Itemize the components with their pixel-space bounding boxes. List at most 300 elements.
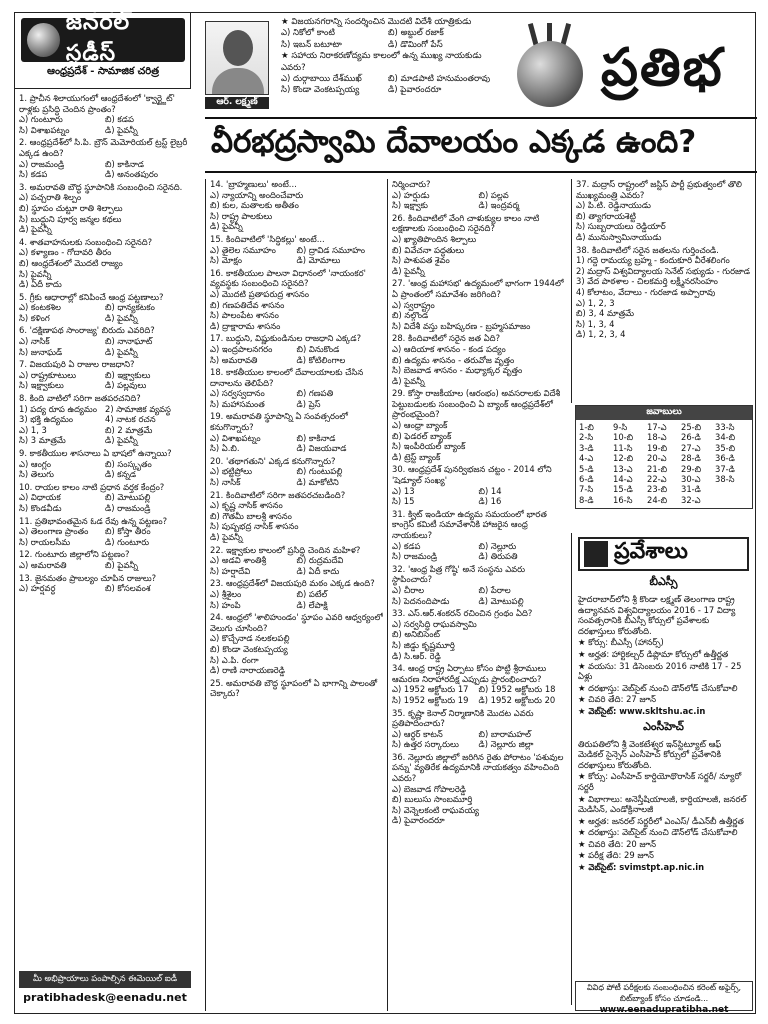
question-item bbox=[210, 234, 383, 266]
option-text: బి) బారామహల్ bbox=[478, 728, 531, 739]
answer-cell: 29-బి bbox=[681, 463, 702, 474]
admission-bullet: ★ దరఖాస్తు: వెబ్‌సైట్ నుంచి డౌన్‌లోడ్ చేసుకోవాలి bbox=[578, 827, 738, 838]
answer-cell: 12-బి bbox=[613, 453, 634, 464]
admission-bullet: ★ వయసు: 31 డిసెంబరు 2016 నాటికి 17 - 25 ఏళ్లు bbox=[578, 660, 742, 682]
question-options bbox=[576, 255, 753, 340]
option-text: డి) సి.ఆర్. రెడ్డి bbox=[392, 650, 441, 661]
option-text: ఎ) రాష్ట్రకూటులు bbox=[19, 369, 76, 380]
option-text: బి) గణపతిదేవ శాసనం bbox=[210, 299, 285, 310]
question-options bbox=[210, 555, 383, 576]
option-text: డి) పల్లవులు bbox=[105, 380, 147, 391]
option-text: డి) కోటిలింగాల bbox=[296, 354, 346, 365]
question-item bbox=[19, 292, 191, 324]
admission-bullet: ★ అర్హత: జనరల్ సర్జరీలో ఎంఎస్/ డీఎన్‌బీ ఉత్తీర్ణత bbox=[578, 815, 744, 826]
option-text: డి) పైవన్నీ bbox=[210, 532, 243, 542]
option-text: ఎ) 1, 2, 3 bbox=[576, 297, 615, 308]
option-text: బి) 2 మాత్రమే bbox=[105, 424, 153, 435]
option-text: బి) పైవన్నీ bbox=[105, 559, 139, 570]
option-text: బి) 3, 4 మాత్రమే bbox=[576, 308, 634, 319]
option-text: బి) 14 bbox=[478, 485, 502, 496]
answer-cell: 8-డి bbox=[579, 494, 594, 505]
newspaper-page bbox=[14, 9, 756, 1015]
admission-bullet: ★ కోర్సు: ఎంసీహెచ్ కార్డియోథొరాసిక్ సర్జరీ/ న్యూరో సర్జరీ bbox=[578, 771, 742, 792]
question-item bbox=[210, 179, 383, 232]
option-text: డి) తిరుపతి bbox=[478, 551, 518, 562]
option-text: ఎ) కళ్యాణం - గోదావరి తీరం bbox=[19, 247, 112, 258]
option-text: సి) మోక్షం bbox=[210, 255, 242, 266]
admission-bullet: ★ అర్హత: హార్టికల్చర్ డిప్లొమా కోర్సులో ఉత్తీర్ణత bbox=[578, 648, 729, 659]
option-text: 1) గద్దె రామయ్య బ్రహ్మ - కందుకూరి వీరేశలింగం bbox=[576, 255, 730, 266]
option-text: బి) రుద్రమదేవి bbox=[296, 555, 344, 566]
answer-cell: 24-బి bbox=[647, 494, 668, 505]
top-questions bbox=[281, 17, 495, 97]
feedback-label: మీ అభిప్రాయాలు పంపాల్సిన ఈమెయిల్ ఐడీ bbox=[19, 971, 191, 988]
admission-section-title: ఎంసీహెచ్ bbox=[643, 719, 684, 733]
option-text: డి) రాజమండ్రి bbox=[105, 502, 151, 513]
admission-bullet: ★ దరఖాస్తు: వెబ్‌సైట్ నుంచి డౌన్‌లోడ్ చేసుకోవాలి bbox=[578, 682, 738, 693]
option-text: సి) ఇబన్ బటూటా bbox=[281, 39, 342, 50]
top-question-options bbox=[281, 40, 495, 51]
option-text: డి) ద్రాక్షారామ శాసనం bbox=[210, 320, 281, 331]
admission-section-body bbox=[572, 739, 755, 873]
bulletin-icon bbox=[584, 541, 608, 567]
option-text: సి) ఇక్ష్వాకు bbox=[392, 200, 428, 211]
option-text: డి) ట్రెస్ట్ బ్యాంక్ bbox=[392, 451, 441, 462]
option-text: బి) ఇక్ష్వాకులు bbox=[105, 369, 151, 380]
question-options bbox=[19, 492, 191, 513]
option-text: బి) సంస్కృతం bbox=[105, 458, 152, 469]
option-text: ఎ) ఆంధ్రా బ్యాంక్ bbox=[392, 420, 448, 431]
option-text: సి) పాశుపత శైవం bbox=[392, 255, 450, 266]
website-link[interactable]: www.eenadupratibha.net bbox=[599, 1005, 729, 1015]
option-text: బి) కొండా వెంకటప్పయ్య bbox=[210, 643, 288, 654]
question-text: 18. కాకతీయుల కాలంలో దేవాలయాలకు చేసిన దానాలను తెలిపేది? bbox=[210, 367, 364, 388]
option-text: సి) 1, 3, 4 bbox=[576, 318, 615, 329]
question-options bbox=[19, 247, 191, 289]
question-item bbox=[392, 464, 565, 506]
option-text: సి) ఎ.పి. రంగా bbox=[210, 654, 259, 665]
option-text: సి) హంపి bbox=[210, 599, 241, 610]
question-options bbox=[210, 245, 383, 266]
question-options bbox=[210, 633, 383, 675]
question-item bbox=[576, 245, 753, 340]
question-text: 37. మద్రాస్ రాష్ట్రంలో జస్టిస్ పార్టీ ప్రభుత్వంలో తొలి ముఖ్యమంత్రి ఎవరు? bbox=[576, 179, 742, 200]
option-text: 3) వేద పాఠశాల - చిలకమర్తి లక్ష్మీనరసింహం bbox=[576, 276, 718, 287]
question-item bbox=[392, 278, 565, 331]
question-item bbox=[210, 490, 383, 543]
question-item bbox=[19, 393, 191, 446]
option-text: ఎ) ఇంద్రపాలనగరం bbox=[210, 343, 273, 354]
option-text: డి) అనంతపురం bbox=[105, 169, 159, 180]
answer-cell: 30-ఎ bbox=[681, 474, 701, 485]
answer-cell: 10-బి bbox=[613, 432, 634, 443]
question-column-3 bbox=[387, 179, 565, 1011]
option-text: ఎ) తైలెల సమూహం bbox=[210, 244, 276, 255]
option-text: బి) పేరాల bbox=[478, 584, 511, 595]
question-text: 22. ఇక్ష్వాకుల కాలంలో ప్రసిద్ధి చెందిన మహిళ? bbox=[210, 544, 361, 555]
question-text: 1. ప్రాచీన శిలాయుగంలో ఆంధ్రదేశంలో 'క్వార్ట్జైట్' రాళ్లకు ప్రసిద్ధి చెందిన ప్రాంతం? bbox=[19, 93, 175, 114]
question-text: 26. కిందివాటిలో వేంగి చాళుక్యుల కాలం నాటి లక్షణాలకు సంబంధించి సరైనది? bbox=[392, 212, 540, 234]
question-column-4 bbox=[571, 179, 753, 403]
option-text: బి) కడప bbox=[105, 114, 134, 125]
option-text: సి) రాయలసీమ bbox=[19, 536, 71, 547]
admission-section-body bbox=[572, 594, 755, 717]
answer-cell: 5-డి bbox=[579, 463, 594, 474]
question-item bbox=[210, 268, 383, 332]
question-item bbox=[19, 573, 191, 594]
question-item bbox=[392, 509, 565, 562]
option-text: డి) విజయవాడ bbox=[296, 443, 347, 454]
option-text: సి) 1952 అక్టోబరు 19 bbox=[392, 694, 469, 705]
option-text: ఎ) స్వరాష్ట్రం bbox=[392, 299, 435, 310]
option-text: ఎ) 1952 అక్టోబరు 17 bbox=[392, 684, 469, 695]
option-text: ఎ) విధాయక bbox=[19, 492, 61, 503]
top-question-text: ★ సహాయ నిరాకరణోద్యమ కాలంలో ఉన్న ముఖ్య నాయకుడు ఎవరు? bbox=[281, 51, 482, 73]
option-text: బి) 1952 అక్టోబరు 18 bbox=[478, 684, 556, 695]
option-text: ఎ) ఆర్థర్ కాటన్ bbox=[392, 728, 443, 739]
admissions-header bbox=[578, 537, 749, 571]
option-text: బి) స్థూపం చుట్టూ రాతి శిల్పాలు bbox=[19, 202, 123, 213]
option-text: సి) ఇంపీరియల్ బ్యాంక్ bbox=[392, 441, 466, 452]
option-text: డి) గుంటూరు bbox=[105, 536, 150, 547]
author-block bbox=[205, 21, 269, 109]
feedback-email[interactable]: pratibhadesk@eenadu.net bbox=[23, 991, 187, 1004]
option-text: సి) హర్షాదేవి bbox=[210, 565, 251, 576]
question-text: 23. ఆంధ్రప్రదేశ్‌లో విజయపురి మఠం ఎక్కడ ఉంది? bbox=[210, 578, 375, 589]
option-text: బి) అబ్దుల్ రజాక్ bbox=[388, 28, 444, 39]
option-text: బి) కాకినాడ bbox=[105, 158, 144, 169]
option-text: డి) 1, 2, 3, 4 bbox=[576, 329, 626, 340]
option-text: బి) గౌతమీ బాలశ్రీ శాసనం bbox=[210, 510, 292, 521]
option-text: సి) తెలుగు bbox=[19, 469, 54, 480]
website-note: వివిధ పోటీ పరీక్షలకు సంబంధించిన కరెంట్ అఫైర్స్, బిట్‌బ్యాంక్ కోసం చూడండి... bbox=[586, 983, 742, 1003]
option-text: డి) 1952 అక్టోబరు 20 bbox=[478, 694, 556, 705]
question-options bbox=[19, 560, 191, 571]
option-text: డి) పైవన్నీ bbox=[105, 312, 138, 323]
question-item bbox=[19, 448, 191, 480]
admission-bullet: ★ కోర్సు: బీఎస్సీ (హానర్స్) bbox=[578, 637, 664, 648]
top-question-options bbox=[281, 74, 495, 85]
answer-cell: 7-సి bbox=[579, 484, 594, 495]
author-name: ఆర్. లక్ష్మణ్ bbox=[205, 97, 269, 109]
option-text: బి) గణపతి bbox=[296, 388, 334, 399]
option-text: డి) పైవన్నీ bbox=[392, 265, 425, 276]
option-text: సి) మహాసమంత bbox=[210, 398, 265, 409]
option-text: ఎ) కృష్ణ నాసిక్ శాసనం bbox=[210, 500, 283, 511]
option-text: డి) పైవన్నీ bbox=[105, 124, 138, 135]
option-text: డి) డొమింగో పేస్ bbox=[388, 39, 443, 50]
question-options bbox=[392, 619, 565, 661]
question-text: 32. 'ఆంధ్ర పిత్ర గోష్ఠి' అనే సంస్థను ఎవరు స్థాపించారు? bbox=[392, 563, 525, 585]
admission-intro: హైదరాబాద్‌లోని శ్రీ కొండా లక్ష్మణ్ తెలంగాణ రాష్ట్ర ఉద్యానవన విశ్వవిద్యాలయం 2016 - 17 విద్యా సంవత్సరానికి బీఎస్సీ కోర్సులో ప్రవేశాలకు దరఖాస్తులు కోరుతోంది. bbox=[578, 594, 736, 636]
question-item bbox=[210, 411, 383, 453]
question-item bbox=[19, 182, 191, 235]
question-options bbox=[210, 190, 383, 232]
option-text: 2) సామాజిక వ్యవస్థ bbox=[105, 403, 171, 414]
option-text: సి) నాసిక్ bbox=[210, 477, 241, 488]
answer-cell: 18-ఎ bbox=[647, 432, 667, 443]
question-item bbox=[392, 388, 565, 462]
answer-cell: 37-డి bbox=[715, 463, 735, 474]
admission-bullet: ★ చివరి తేది: 20 జూన్ bbox=[578, 838, 656, 849]
option-text: బి) కోస్తా తీరం bbox=[105, 526, 151, 537]
option-text: బి) అనిబిసెంట్ bbox=[392, 629, 441, 640]
option-text: బి) ఫెడరల్ బ్యాంక్ bbox=[392, 430, 452, 441]
option-text: సి) 3 మాత్రమే bbox=[19, 435, 66, 446]
option-text: సి) కొండా వెంకటప్పయ్య bbox=[281, 85, 360, 96]
option-text: బి) త్యాగరాయశెట్టి bbox=[576, 210, 636, 221]
author-photo bbox=[205, 21, 269, 95]
question-options bbox=[210, 388, 383, 409]
question-options bbox=[392, 585, 565, 606]
answer-cell bbox=[715, 484, 749, 494]
option-text: డి) పైవన్నీ bbox=[19, 224, 52, 235]
option-text: సి) ఉత్తర సర్కారులు bbox=[392, 739, 459, 750]
option-text: సి) పైవన్నీ bbox=[19, 268, 52, 279]
option-text: ఎ) తెలంగాణ ప్రాంతం bbox=[19, 526, 89, 537]
option-text: ఎ) కంటకశిల bbox=[19, 302, 61, 313]
option-text: డి) మాకోటిని bbox=[296, 477, 339, 488]
option-text: ఎ) దుర్గాబాయి దేశ్‌ముఖ్ bbox=[281, 74, 362, 85]
question-options bbox=[392, 486, 565, 507]
option-text: సి) విదేశీ వస్తు బహిష్కరణ - బ్రహ్మసమాజం bbox=[392, 320, 531, 331]
option-text: బి) గుంటుపల్లి bbox=[296, 466, 343, 477]
question-item bbox=[210, 333, 383, 365]
answer-key-title: జవాబులు bbox=[576, 406, 752, 420]
question-text: 38. కిందివాటిలో సరైన జతలను గుర్తించండి. bbox=[576, 244, 719, 255]
question-item bbox=[19, 93, 191, 135]
admissions-body bbox=[572, 575, 755, 873]
question-item bbox=[210, 367, 383, 409]
option-text: ఎ) సర్వస్వదానం bbox=[210, 388, 265, 399]
answer-cell: 25-బి bbox=[681, 422, 702, 432]
answer-cell: 33-సి bbox=[715, 422, 735, 432]
option-text: సి) బుద్ధుని పూర్వ జన్మల కథలు bbox=[19, 213, 122, 224]
option-text: బి) ద్రావిడ సమూహం bbox=[296, 244, 366, 255]
option-text: బి) ధాన్యకటకం bbox=[105, 302, 155, 313]
question-options bbox=[19, 336, 191, 357]
question-text: 8. కింది వాటిలో సరిగా జతపరచనిది? bbox=[19, 393, 141, 404]
option-text: సి) పెదనందిపాడు bbox=[392, 595, 450, 606]
option-text: సి) కళింగ bbox=[19, 312, 50, 323]
option-text: డి) పైవన్నీ bbox=[105, 435, 138, 446]
option-text: బి) ఉద్యమ శాసనం - తరువోజ వృత్తం bbox=[392, 354, 515, 365]
answer-cell: 28-డి bbox=[681, 453, 701, 464]
question-item bbox=[392, 564, 565, 606]
admission-bullet: ★ విభాగాలు: అనెస్తీషియాలజీ, కార్డియాలజీ, జనరల్ మెడిసిన్, ఎండోక్రినాలజీ bbox=[578, 793, 747, 815]
question-item bbox=[576, 179, 753, 243]
question-text: 34. ఆంధ్ర రాష్ట్ర ఏర్పాటు కోసం పొట్టి శ్రీరాములు ఆమరణ నిరాహారదీక్ష ఎప్పుడు ప్రారంభించారు? bbox=[392, 663, 547, 684]
masthead-title: ప్రతిభ bbox=[601, 37, 724, 98]
option-text: ఎ) హర్షుడు bbox=[392, 189, 430, 200]
admissions-section bbox=[571, 533, 755, 1005]
question-options bbox=[392, 300, 565, 332]
option-text: బి) ఆంధ్రదేశంలో మొదటి రాజ్యం bbox=[19, 257, 123, 268]
option-text: ఎ) ఖ్యాతిపొందిన శిల్పాలు bbox=[392, 233, 477, 244]
option-text: డి) మునుస్వామినాయుడు bbox=[576, 231, 662, 242]
option-text: ఎ) కడప bbox=[392, 540, 421, 551]
option-text: బి) నెల్లూరు bbox=[478, 540, 517, 551]
question-options bbox=[19, 302, 191, 323]
option-text: ఎ) అడవి శాంతిశ్రీ bbox=[210, 555, 267, 566]
question-item bbox=[210, 612, 383, 676]
option-text: సి) పాలంపేట శాసనం bbox=[210, 310, 279, 321]
option-text: బి) కాకినాడ bbox=[296, 432, 336, 443]
question-options bbox=[210, 344, 383, 365]
option-text: డి) పైవన్నీ bbox=[392, 375, 425, 386]
answer-cell bbox=[715, 495, 749, 505]
question-item bbox=[19, 237, 191, 290]
option-text: ఎ) 1, 3 bbox=[19, 424, 47, 435]
answer-cell: 35-బి bbox=[715, 442, 736, 453]
option-text: సి) బెజవాడ శాసనం - మధ్యాక్కర వృత్తం bbox=[392, 365, 523, 376]
option-text: డి) పైవారందరూ bbox=[388, 85, 442, 96]
option-text: సి) ఇక్ష్వాకులు bbox=[19, 380, 64, 391]
question-item bbox=[19, 359, 191, 391]
question-text: 31. క్విట్ ఇండియా ఉద్యమ సమయంలో భారత కాంగ్రెస్ కమిటీ సమావేశానికి హాజరైన ఆంధ్ర నాయకులు? bbox=[392, 508, 547, 540]
answer-cell: 1-బి bbox=[579, 422, 594, 432]
answer-cell: 9-సి bbox=[613, 422, 628, 432]
question-options bbox=[210, 433, 383, 454]
answer-cell: 3-డి bbox=[579, 442, 594, 453]
question-options bbox=[19, 114, 191, 135]
question-item bbox=[210, 545, 383, 577]
option-text: డి) ఏదీ కాదు bbox=[19, 279, 62, 290]
question-item bbox=[392, 333, 565, 386]
option-text: డి) పైవన్నీ bbox=[210, 221, 243, 232]
answer-cell: 27-ఎ bbox=[681, 442, 701, 453]
headline: వీరభద్రస్వామి దేవాలయం ఎక్కడ ఉంది? bbox=[205, 117, 757, 173]
option-text: 1) పద్య రూప ఉద్యమం bbox=[19, 403, 97, 414]
option-text: డి) పైవన్నీ bbox=[105, 346, 138, 357]
option-text: డి) 16 bbox=[478, 496, 502, 507]
option-text: ఎ) హర్షవర్ధ bbox=[19, 583, 56, 594]
website-footer bbox=[575, 981, 753, 1015]
option-text: 3) భక్తి ఉద్యమం bbox=[19, 414, 74, 425]
question-text: 10. రాయల కాలం నాటి ప్రధాన వర్తక కేంద్రం? bbox=[19, 481, 165, 492]
question-options bbox=[19, 526, 191, 547]
question-text: 36. నెల్లూరు జిల్లాలో జరిగిన రైతు పోరాటం 'పశువుల పన్ను' వ్యతిరేక ఉద్యమానికి నాయకత్వం వహించింది ఎవరు? bbox=[392, 751, 564, 784]
option-text: బి) వివేచనా పద్ధతులు bbox=[392, 244, 465, 255]
option-text: ఎ) బెజవాడ గోపాలరెడ్డి bbox=[392, 783, 466, 794]
option-text: ఎ) న్యాయాన్ని అందించేవారు bbox=[210, 189, 304, 200]
question-item bbox=[392, 213, 565, 277]
question-text: 17. బుద్ధుని, విష్ణుకుండినుల రాజధాని ఎక్కడ? bbox=[210, 333, 362, 344]
question-item bbox=[19, 549, 191, 570]
option-text: బి) నానాఘాట్ bbox=[105, 336, 153, 347]
masthead bbox=[505, 17, 753, 115]
brand-banner bbox=[21, 9, 185, 66]
question-options bbox=[392, 420, 565, 462]
question-options bbox=[392, 784, 565, 826]
option-text: 4) కోలాటం, వేదాలు - గురజాడ అప్పారావు bbox=[576, 286, 716, 297]
admission-intro: తిరుపతిలోని శ్రీ వెంకటేశ్వర ఇన్‌స్టిట్యూట్ ఆఫ్ మెడికల్ సైన్సెస్ ఎంసీహెచ్ కోర్సులో ప్రవేశానికి దరఖాస్తులు కోరుతోంది. bbox=[578, 738, 722, 770]
question-options bbox=[19, 370, 191, 391]
question-options bbox=[210, 466, 383, 487]
answer-cell: 2-సి bbox=[579, 432, 594, 443]
question-options bbox=[19, 159, 191, 180]
brand-subtitle: ఆంధ్రప్రదేశ్ - సామాజిక చరిత్ర bbox=[46, 66, 159, 77]
option-text: సి) విశాఖపట్నం bbox=[19, 124, 70, 135]
question-options bbox=[392, 684, 565, 705]
option-text: డి) కన్నడ bbox=[105, 469, 137, 480]
question-item bbox=[392, 708, 565, 750]
question-text: 11. ప్రతిభావంతమైన ఓడ రేవు ఉన్న పట్టణం? bbox=[19, 515, 168, 526]
answer-cell: 31-డి bbox=[681, 484, 701, 495]
question-item bbox=[392, 752, 565, 826]
answer-cell: 26-డి bbox=[681, 432, 701, 443]
admission-bullet: ★ చివరి తేది: 27 జూన్ bbox=[578, 694, 656, 705]
option-text: డి) రాణి నారాయణరెడ్డి bbox=[210, 665, 285, 676]
admission-bullet: ★ పరీక్ష తేది: 29 జూన్ bbox=[578, 850, 654, 861]
admission-website[interactable]: ★ వెబ్‌సైట్: www.skltshu.ac.in bbox=[578, 705, 706, 716]
answer-cell: 20-ఎ bbox=[647, 453, 667, 464]
option-text: ఎ) పి.టి. రెడ్డినాయుడు bbox=[576, 200, 651, 211]
question-options bbox=[392, 190, 565, 211]
option-text: డి) మోటుపల్లి bbox=[478, 595, 524, 606]
option-text: ఎ) గుంటూరు bbox=[19, 114, 63, 125]
option-text: ఎ) భట్టిప్రోలు bbox=[210, 466, 252, 477]
option-text: ఎ) మొదటి ప్రతాపరుద్ర శాసనం bbox=[210, 288, 310, 299]
option-text: బి) మాడపాటి హనుమంతరావు bbox=[388, 74, 491, 85]
option-text: డి) లేపాక్షి bbox=[296, 599, 328, 610]
option-text: డి) ఏదీ కాదు bbox=[296, 565, 340, 576]
option-text: 4) నాటక రచన bbox=[105, 414, 156, 425]
question-options bbox=[19, 583, 191, 594]
question-options bbox=[210, 500, 383, 542]
answer-cell: 22-ఎ bbox=[647, 474, 667, 485]
question-text: 13. జైనమతం ప్రాబల్యం చూపిన రాజులు? bbox=[19, 572, 157, 583]
question-text: 21. కిందివాటిలో సరిగా జతపరచబడింది? bbox=[210, 489, 346, 500]
answer-cell: 38-సి bbox=[715, 474, 735, 485]
option-text: ఎ) 13 bbox=[392, 485, 415, 496]
answer-grid bbox=[576, 420, 752, 507]
answer-cell: 11-సి bbox=[613, 442, 633, 453]
option-text: ఎ) ఆంగ్లం bbox=[19, 458, 51, 469]
question-item bbox=[392, 663, 565, 705]
question-options bbox=[19, 404, 191, 446]
option-text: సి) రాష్ట్ర పాలకులు bbox=[210, 210, 273, 221]
top-question-text: ★ విజయనగరాన్ని సందర్శించిన మొదటి విదేశీ యాత్రికుడు bbox=[281, 17, 472, 27]
question-text: 6. 'దక్షిణాపథ సాంరాజ్య' బిరుదు ఎవరిది? bbox=[19, 325, 155, 336]
question-text: 35. కృష్ణా కెనాల్ నిర్మాణానికి మొదట ఎవరు ప్రతిపాదించారు? bbox=[392, 707, 534, 729]
option-text: డి) పైవారందరూ bbox=[392, 815, 445, 826]
answer-cell: 32-ఎ bbox=[681, 494, 701, 505]
option-text: బి) వినుకొండ bbox=[296, 343, 340, 354]
option-text: ఎ) ఆదియాక శాసనం - కండ పద్యం bbox=[392, 343, 506, 354]
admission-website[interactable]: ★ వెబ్‌సైట్: svimstpt.ap.nic.in bbox=[578, 862, 705, 873]
option-text: బి) బులుసు సాంబమూర్తి bbox=[392, 794, 473, 805]
stationery-icon bbox=[513, 23, 589, 107]
question-column-1 bbox=[19, 93, 191, 971]
answer-cell: 36-డి bbox=[715, 453, 735, 464]
option-text: బి) మోటుపల్లి bbox=[105, 492, 151, 503]
globe-icon bbox=[27, 23, 60, 57]
question-options bbox=[392, 234, 565, 276]
question-item bbox=[210, 456, 383, 488]
option-text: ఎ) శ్రీశైలం bbox=[210, 588, 242, 599]
option-text: సి) జిడ్డు కృష్ణమూర్తి bbox=[392, 639, 455, 650]
option-text: ఎ) రాజమండ్రి bbox=[19, 158, 65, 169]
answer-cell: 15-డి bbox=[613, 484, 633, 495]
option-text: డి) మోమాలు bbox=[296, 255, 341, 266]
answer-cell: 21-బి bbox=[647, 463, 668, 474]
question-column-2 bbox=[205, 179, 383, 1011]
question-text: 4. శాతవాహనులకు సంబంధించి సరైనది? bbox=[19, 236, 153, 247]
option-text: సి) సుబ్బరాయలు రెడ్డియార్ bbox=[576, 221, 666, 232]
question-item bbox=[19, 137, 191, 179]
option-text: ఎ) చీరాల bbox=[392, 584, 425, 595]
